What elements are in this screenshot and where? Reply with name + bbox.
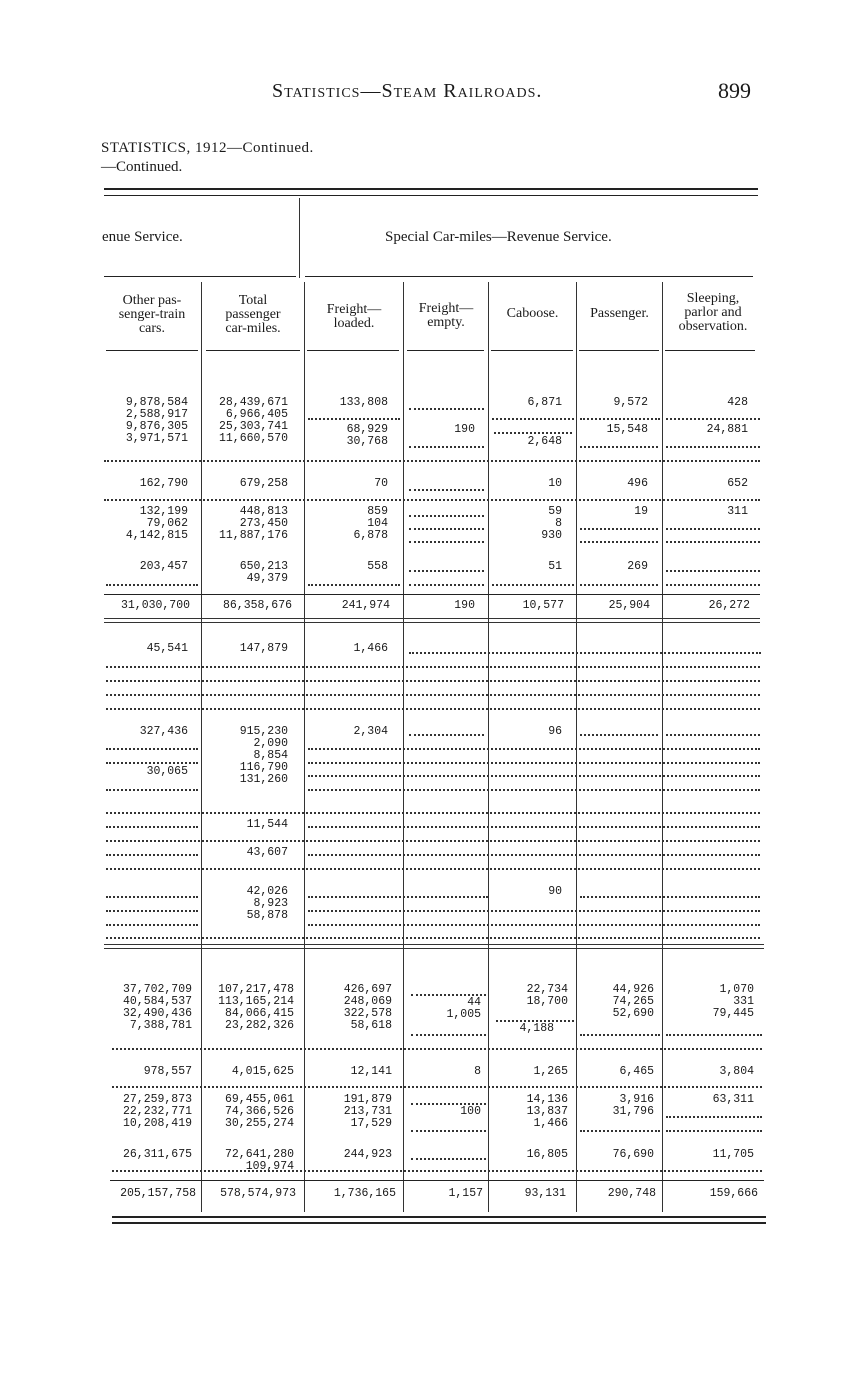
leader-dots: [308, 748, 760, 751]
column-header-line: parlor and: [684, 305, 742, 320]
column-header-freight-empty: [405, 302, 487, 330]
column-header-sleeping-parlor-observation: [663, 292, 763, 334]
table-cell: 44,926 74,265 52,690: [612, 983, 654, 1020]
table-cell: 448,813 273,450 11,887,176: [218, 505, 288, 542]
table-cell: 25,904: [608, 599, 650, 612]
table-cell: 311: [727, 505, 748, 518]
table-cell: 2,304: [353, 725, 388, 738]
table-cell: 19: [634, 505, 648, 518]
table-cell: 6,465: [619, 1065, 654, 1078]
table-cell: 190: [454, 599, 475, 612]
column-header-line: Caboose.: [506, 306, 559, 321]
leader-dots: [106, 840, 760, 843]
table-subtitle: STATISTICS, 1912—Continued.: [101, 140, 314, 156]
column-header-line: Other pas-: [122, 293, 182, 308]
leader-dots: [106, 708, 760, 711]
leader-dots: [308, 762, 760, 765]
table-cell: 4,015,625: [231, 1065, 294, 1078]
table-cell: 650,213 49,379: [239, 560, 288, 585]
table-cell: 27,259,873 22,232,771 10,208,419: [122, 1093, 192, 1130]
table-cell: 76,690: [612, 1148, 654, 1161]
table-cell: 70: [374, 477, 388, 490]
leader-dots: [308, 924, 760, 927]
table-cell: 6,871: [527, 396, 562, 409]
leader-dots: [106, 924, 198, 927]
table-cell: 147,879: [239, 642, 288, 655]
leader-dots: [409, 570, 484, 573]
leader-dots: [411, 1130, 486, 1133]
leader-dots: [580, 734, 658, 737]
leader-dots: [409, 515, 484, 518]
table-cell: 10,577: [522, 599, 564, 612]
section-heading-right: Special Car-miles—Revenue Service.: [385, 229, 612, 245]
table-cell: 11,705: [712, 1148, 754, 1161]
table-cell: 69,455,061 74,366,526 30,255,274: [224, 1093, 294, 1130]
table-cell: 3,804: [719, 1065, 754, 1078]
column-header-freight-loaded: [306, 303, 402, 331]
section-heading-left: enue Service.: [102, 229, 183, 245]
table-cell: 269: [627, 560, 648, 573]
double-rule: [104, 618, 760, 623]
table-cell: 2,648: [527, 435, 562, 448]
section-divider: [299, 198, 300, 278]
column-header-passenger: [577, 307, 662, 321]
leader-dots: [106, 748, 198, 751]
table-cell: 426,697 248,069 322,578 58,618: [343, 983, 392, 1032]
table-cell: 132,199 79,062 4,142,815: [125, 505, 188, 542]
leader-dots: [106, 910, 198, 913]
column-header-line: Total: [238, 293, 268, 308]
leader-dots: [411, 1158, 486, 1161]
table-cell: 90: [548, 885, 562, 898]
leader-dots: [492, 584, 574, 587]
leader-dots: [106, 584, 198, 587]
table-cell: 859 104 6,878: [353, 505, 388, 542]
table-cell: 100: [460, 1105, 481, 1118]
table-cell: 43,607: [246, 846, 288, 859]
table-cell: 1,157: [448, 1187, 483, 1200]
table-cell: 679,258: [239, 477, 288, 490]
leader-dots: [580, 1130, 660, 1133]
leader-dots: [580, 418, 660, 421]
total-rule: [110, 1180, 764, 1181]
table-cell: 327,436: [139, 725, 188, 738]
double-rule: [104, 944, 764, 949]
leader-dots: [411, 1034, 486, 1037]
leader-dots: [666, 541, 760, 544]
table-cell: 558: [367, 560, 388, 573]
table-cell: 86,358,676: [222, 599, 292, 612]
table-cell: 59 8 930: [541, 505, 562, 542]
column-header-caboose: [490, 307, 575, 321]
leader-dots: [308, 775, 760, 778]
table-cell: 16,805: [526, 1148, 568, 1161]
table-cell: 1,736,165: [333, 1187, 396, 1200]
header-rule: [579, 350, 659, 351]
table-cell: 578,574,973: [220, 1187, 296, 1200]
leader-dots: [409, 584, 484, 587]
leader-dots: [580, 896, 760, 899]
table-cell: 978,557: [143, 1065, 192, 1078]
table-cell: 26,272: [708, 599, 750, 612]
leader-dots: [666, 1116, 762, 1119]
leader-dots: [666, 1034, 762, 1037]
table-cell: 37,702,709 40,584,537 32,490,436 7,388,781: [122, 983, 192, 1032]
leader-dots: [666, 418, 760, 421]
table-cell: 1,466: [353, 642, 388, 655]
leader-dots: [308, 826, 760, 829]
leader-dots: [580, 1034, 660, 1037]
column-header-line: cars.: [138, 321, 166, 336]
header-rule: [106, 350, 198, 351]
table-cell: 26,311,675: [122, 1148, 192, 1161]
table-cell: 428: [727, 396, 748, 409]
bottom-rule-thin: [112, 1222, 766, 1224]
table-cell: 42,026 8,923 58,878: [246, 885, 288, 922]
table-cell: 3,916 31,796: [612, 1093, 654, 1118]
column-line: [201, 282, 202, 1212]
leader-dots: [409, 528, 484, 531]
table-cell: 8: [474, 1065, 481, 1078]
leader-dots: [106, 680, 760, 683]
leader-dots: [106, 812, 760, 815]
column-header-line: Freight—: [326, 302, 382, 317]
table-continued: —Continued.: [101, 159, 183, 175]
leader-dots: [666, 1130, 762, 1133]
leader-dots: [666, 734, 760, 737]
leader-dots: [106, 868, 760, 871]
table-cell: 11,544: [246, 818, 288, 831]
table-cell: 31,030,700: [120, 599, 190, 612]
leader-dots: [104, 499, 760, 502]
table-cell: 191,879 213,731 17,529: [343, 1093, 392, 1130]
table-cell: 22,734 18,700: [526, 983, 568, 1008]
leader-dots: [666, 528, 760, 531]
subtotal-rule: [104, 594, 760, 595]
table-cell: 133,808: [339, 396, 388, 409]
leader-dots: [580, 446, 658, 449]
running-title: Statistics—Steam Railroads.: [272, 80, 543, 102]
table-cell: 496: [627, 477, 648, 490]
section-rule-right: [305, 276, 753, 277]
leader-dots: [409, 541, 484, 544]
table-cell: 190: [454, 423, 475, 436]
header-rule: [407, 350, 484, 351]
table-cell: 51: [548, 560, 562, 573]
leader-dots: [308, 896, 488, 899]
table-cell: 1,070 331 79,445: [712, 983, 754, 1020]
table-cell: 96: [548, 725, 562, 738]
table-cell: 44 1,005: [446, 996, 481, 1021]
leader-dots: [308, 854, 760, 857]
column-header-total-passenger-car-miles: [204, 294, 302, 336]
top-rule-thin: [104, 195, 758, 196]
column-header-other-passenger-cars: [104, 294, 200, 336]
table-cell: 72,641,280 109,974: [224, 1148, 294, 1173]
table-cell: 14,136 13,837 1,466: [526, 1093, 568, 1130]
table-cell: 205,157,758: [120, 1187, 196, 1200]
header-rule: [307, 350, 399, 351]
bottom-rule: [112, 1216, 766, 1218]
leader-dots: [666, 584, 760, 587]
table-cell: 4,188: [519, 1022, 554, 1035]
leader-dots: [106, 937, 760, 940]
header-rule: [206, 350, 300, 351]
table-cell: 652: [727, 477, 748, 490]
table-cell: 63,311: [712, 1093, 754, 1106]
leader-dots: [666, 570, 760, 573]
table-cell: 9,878,584 2,588,917 9,876,305 3,971,571: [125, 396, 188, 445]
leader-dots: [112, 1170, 762, 1173]
leader-dots: [409, 734, 484, 737]
table-cell: 12,141: [350, 1065, 392, 1078]
header-rule: [491, 350, 573, 351]
table-cell: 162,790: [139, 477, 188, 490]
leader-dots: [106, 666, 760, 669]
leader-dots: [580, 584, 658, 587]
table-cell: 9,572: [613, 396, 648, 409]
column-header-line: senger-train: [118, 307, 186, 322]
table-cell: 45,541: [146, 642, 188, 655]
leader-dots: [106, 789, 198, 792]
leader-dots: [106, 694, 760, 697]
column-line: [576, 282, 577, 1212]
leader-dots: [112, 1086, 762, 1089]
column-header-line: car-miles.: [225, 321, 281, 336]
leader-dots: [106, 826, 198, 829]
leader-dots: [666, 446, 760, 449]
header-rule: [665, 350, 755, 351]
column-header-line: Sleeping,: [686, 291, 740, 306]
table-cell: 15,548: [606, 423, 648, 436]
leader-dots: [409, 489, 484, 492]
leader-dots: [308, 789, 760, 792]
table-cell: 290,748: [607, 1187, 656, 1200]
leader-dots: [580, 528, 658, 531]
table-cell: 1,265: [533, 1065, 568, 1078]
column-header-line: empty.: [427, 315, 465, 330]
table-cell: 107,217,478 113,165,214 84,066,415 23,282,326: [218, 983, 294, 1032]
column-line: [662, 282, 663, 1212]
leader-dots: [308, 584, 400, 587]
table-cell: 915,230 2,090 8,854 116,790 131,260: [239, 725, 288, 786]
column-header-line: passenger: [225, 307, 281, 322]
leader-dots: [308, 418, 400, 421]
leader-dots: [106, 896, 198, 899]
page-number: 899: [718, 78, 751, 103]
column-header-line: observation.: [678, 319, 748, 334]
leader-dots: [106, 854, 198, 857]
leader-dots: [308, 910, 760, 913]
table-cell: 203,457: [139, 560, 188, 573]
leader-dots: [104, 460, 760, 463]
column-line: [488, 282, 489, 1212]
table-cell: 24,881: [706, 423, 748, 436]
leader-dots: [409, 408, 484, 411]
leader-dots: [409, 446, 484, 449]
table-cell: 30,065: [146, 765, 188, 778]
leader-dots: [409, 652, 761, 655]
table-cell: 28,439,671 6,966,405 25,303,741 11,660,570: [218, 396, 288, 445]
leader-dots: [580, 541, 658, 544]
column-line: [304, 282, 305, 1212]
leader-dots: [492, 418, 574, 421]
table-cell: 241,974: [341, 599, 390, 612]
table-cell: 10: [548, 477, 562, 490]
top-rule: [104, 188, 758, 190]
column-header-line: Passenger.: [590, 306, 649, 321]
table-cell: 68,929 30,768: [346, 423, 388, 448]
column-header-line: Freight—: [418, 301, 474, 316]
column-header-line: loaded.: [333, 316, 375, 331]
table-cell: 244,923: [343, 1148, 392, 1161]
column-line: [403, 282, 404, 1212]
table-cell: 93,131: [524, 1187, 566, 1200]
leader-dots: [112, 1048, 762, 1051]
table-cell: 159,666: [709, 1187, 758, 1200]
section-rule-left: [104, 276, 296, 277]
